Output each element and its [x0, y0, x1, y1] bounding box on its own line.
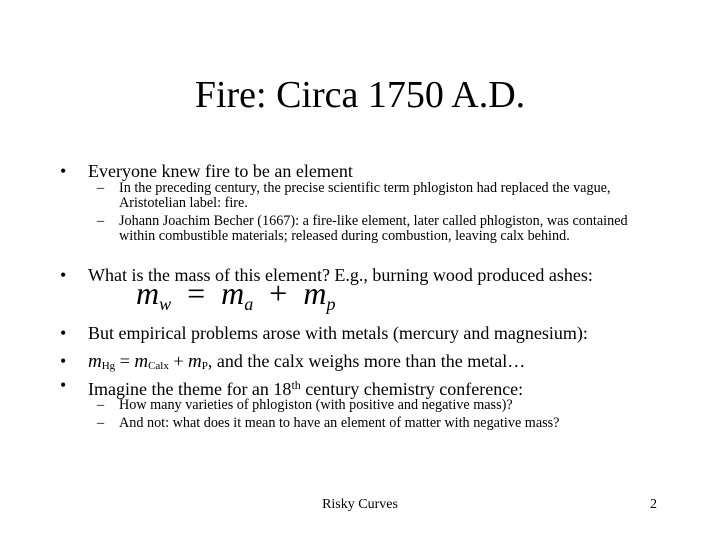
- mass-subscript: Hg: [101, 360, 116, 372]
- bullet-marker: •: [60, 161, 67, 181]
- inline-equation: [88, 350, 525, 377]
- sub-bullet-item: [97, 181, 657, 211]
- equation-plus: +: [269, 275, 288, 311]
- bullet-text-part: century chemistry conference:: [300, 379, 524, 399]
- sub-bullet-item: [97, 398, 657, 413]
- bullet-text-part: Imagine the theme for an 18: [88, 379, 292, 399]
- plus-sign: +: [168, 351, 189, 371]
- mass-symbol: m: [134, 351, 149, 372]
- sub-bullet-item: [97, 416, 657, 431]
- equation-lhs: m: [136, 275, 160, 311]
- bullet-marker: •: [60, 375, 67, 395]
- bullet-text: But empirical problems arose with metals (mercury and magnesium):: [88, 323, 588, 343]
- sub-bullet-marker: –: [97, 180, 105, 196]
- bullet-marker: •: [60, 265, 67, 285]
- equation-term-ash-subscript: a: [244, 294, 254, 314]
- equals-sign: =: [115, 351, 135, 371]
- ordinal-superscript: th: [291, 378, 301, 392]
- mass-symbol: m: [188, 351, 202, 372]
- mass-subscript: P: [201, 360, 208, 372]
- slide-title: Fire: Circa 1750 A.D.: [194, 74, 526, 116]
- equation-lhs-subscript: w: [159, 294, 172, 314]
- sub-bullet-item: [97, 214, 657, 244]
- sub-bullet-marker: –: [97, 397, 105, 413]
- mass-equation: [136, 275, 335, 322]
- mass-subscript: Calx: [148, 360, 169, 372]
- bullet-marker: •: [60, 351, 67, 371]
- equation-term-phlogiston: m: [303, 275, 327, 311]
- sub-bullet-marker: –: [97, 415, 105, 431]
- bullet-text: , and the calx weighs more than the metal…: [207, 351, 526, 371]
- bullet-text: What is the mass of this element? E.g., burning wood produced ashes:: [88, 265, 593, 285]
- page-number: 2: [650, 497, 657, 512]
- sub-bullet-text: In the preceding century, the precise scientific term phlogiston had replaced the vague, Aristotelian label: fire.: [119, 180, 611, 211]
- sub-bullet-text: And not: what does it mean to have an element of matter with negative mass?: [119, 415, 560, 431]
- bullet-marker: •: [60, 323, 67, 343]
- equation-equals: =: [187, 275, 206, 311]
- sub-bullet-text: Johann Joachim Becher (1667): a fire-like element, later called phlogiston, was contained within combustible materials; released during combustion, leaving calx behind.: [119, 213, 628, 244]
- sub-bullet-text: How many varieties of phlogiston (with positive and negative mass)?: [119, 397, 513, 413]
- equation-term-phlogiston-subscript: p: [326, 294, 336, 314]
- bullet-text: Everyone knew fire to be an element: [88, 161, 353, 181]
- mass-symbol: m: [88, 351, 102, 372]
- footer-title: Risky Curves: [322, 497, 398, 512]
- sub-bullet-marker: –: [97, 213, 105, 229]
- equation-term-ash: m: [221, 275, 245, 311]
